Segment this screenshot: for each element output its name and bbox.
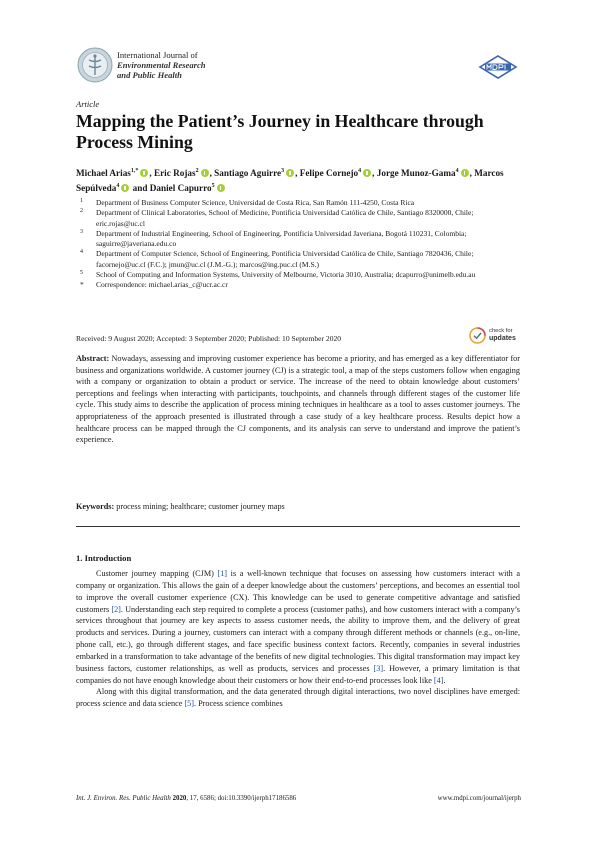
author-separator: , [372,168,377,178]
citation-link[interactable]: [2] [111,604,121,614]
author-affiliation-number: 1,* [130,168,139,174]
affiliation-text: Department of Business Computer Science, Universidad de Costa Rica, San Ramón 111-4250, Costa Rica [96,198,415,207]
author-affiliation-number: 4 [358,168,362,174]
author-name: Marcos Sepúlveda [76,168,504,193]
affiliation-text: Department of Computer Science, School of Engineering, Pontificia Universidad Católica de Chile, Santiago 7820436, Chile; facornejo@uc.cl (F.C.); jmun@uc.cl (J.M.-G.); marcos@ing.puc.cl (M.S.) [96,249,474,269]
paragraph-text: Along with this digital transformation, and the data generated through digital interactions, two novel disciplines have emerged: process science and data science [76,687,520,709]
orcid-icon[interactable] [363,169,371,177]
author-name: Daniel Capurro [149,183,212,193]
author-separator: , [295,168,300,178]
journal-url-link[interactable]: www.mdpi.com/journal/ijerph [437,795,521,802]
citation-link[interactable]: [5] [184,699,194,709]
paragraph [76,568,520,686]
author-name: Eric Rojas [153,168,196,178]
author-name: Jorge Munoz-Gama [376,168,456,178]
affiliation-number: 2 [80,208,83,215]
affiliation-text: Department of Industrial Engineering, School of Engineering, Pontificia Universidad Javeriana, Bogotá 110231, Colombia; saguirre@javeriana.edu.co [96,228,467,249]
author-separator: , [469,168,475,178]
affiliation-number: 1 [80,198,83,204]
keywords-label: Keywords: [76,502,115,511]
orcid-icon[interactable] [286,169,294,177]
journal-name: International Journal of Environmental Research and Public Health [117,50,206,81]
abstract-label: Abstract: [76,354,110,363]
citation-link[interactable]: [3] [373,663,384,673]
author-separator: , [149,168,154,178]
author-affiliation-number: 4 [455,168,459,174]
citation-link[interactable]: [4] [433,675,444,685]
affiliation-item [76,198,516,208]
journal-seal-icon [77,47,113,83]
section-heading: 1. Introduction [76,553,132,563]
affiliation-item [76,249,516,270]
paragraph-text: . Understanding each step required to complete a process (customer paths), and how customers interact with a company’s services throughout that journey are key aspects to assess customer needs, the ability to improve them, and the delivery of great products and services. During a journey, customers can interact with a company through different methods or channels (e.g., on-line, phone call, etc.), go through different stages, and face specific business context factors. Recently, companies in several industries embarked in a transformation to take advantage of the benefits of new digital technologies. This digital transformation may impact key business factors, customer relationships, as well as products, services and processes [76,604,520,673]
abstract [76,353,520,446]
check-updates-icon [469,327,486,344]
paragraph-text: . Process science combines [193,699,283,709]
paragraph-text: . However, a primary limitation is that companies do not have enough knowledge about their customers or how their end-to-end processes look like [76,663,520,685]
author-affiliation-number: 4 [116,183,120,189]
keywords [76,502,285,511]
orcid-icon[interactable] [461,169,469,177]
affiliation-text: School of Computing and Information Systems, University of Melbourne, Victoria 3010, Australia; dcapurro@unimelb.edu.au [96,270,476,280]
orcid-icon[interactable] [201,169,209,177]
publication-dates: Received: 9 August 2020; Accepted: 3 September 2020; Published: 10 September 2020 [76,334,342,343]
section-divider [76,526,520,527]
affiliation-number: 4 [80,249,83,256]
correspondence: * Correspondence: michael.arias_c@ucr.ac.cr [80,280,228,290]
author-name: Felipe Cornejo [299,168,359,178]
check-for-updates-badge[interactable]: check for updates [469,327,521,345]
affiliation-number: 3 [80,228,83,235]
paragraph-text: is a well-known technique that focuses on assessing how customers interact with a company or organization. This allows the gain of a deeper knowledge about the customers’ perceptions, and becomes an essential tool to improve the overall customer experience (CX). This knowledge can be used to generate competitive advantage and satisfied customers [76,569,521,614]
article-type: Article [76,99,100,109]
abstract-text: Nowadays, assessing and improving customer experience has become a priority, and has emerged as a key differentiator for business and organizations worldwide. A customer journey (CJ) is a strategic tool, a map of the steps customers follow when engaging with a company or organization to obtain a product or service. The increase of the need to obtain knowledge about customers’ perceptions and feelings when interacting with participants, touchpoints, and channels through different stages of the customer life cycle. This study aims to describe the application of process mining techniques in healthcare as a tool to asses customer journeys. The appropriateness of the approach presented is illustrated through a case study of a key healthcare process. Results depict how a healthcare process can be mapped through the CJ components, and its analysis can serve to understand and improve the patient’s experience. [76,354,520,445]
paragraph-text: . [443,675,446,685]
author-affiliation-number: 5 [211,183,215,189]
author-separator: , [209,168,215,178]
author-separator: and [130,183,150,193]
paragraph [76,686,520,710]
author-name: Michael Arias [76,168,131,178]
affiliation-item [76,208,516,229]
affiliation-item [76,229,516,250]
citation-link[interactable]: [1] [217,569,228,578]
paper-title: Mapping the Patient’s Journey in Healthcare through Process Mining [76,111,484,152]
affiliation-number: 5 [80,270,83,277]
orcid-icon[interactable] [217,184,225,192]
orcid-icon[interactable] [140,169,148,177]
mdpi-logo-icon [478,55,518,79]
author-affiliation-number: 3 [281,168,285,174]
author-name: Santiago Aguirre [214,168,282,178]
affiliations [76,198,516,291]
affiliation-item [76,270,516,280]
orcid-icon[interactable] [121,184,129,192]
author-list [76,166,516,196]
author-affiliation-number: 2 [195,168,199,174]
introduction-body [76,568,520,710]
paragraph-text: Customer journey mapping (CJM) [96,569,218,578]
affiliation-text: Department of Clinical Laboratories, School of Medicine, Pontificia Universidad Católica de Chile, Santiago 8320000, Chile; eric.rojas@uc.cl [96,208,474,228]
footer-citation: Int. J. Environ. Res. Public Health 2020, 17, 6586; doi:10.3390/ijerph17186586 [76,795,297,802]
keywords-text: process mining; healthcare; customer journey maps [114,502,285,511]
